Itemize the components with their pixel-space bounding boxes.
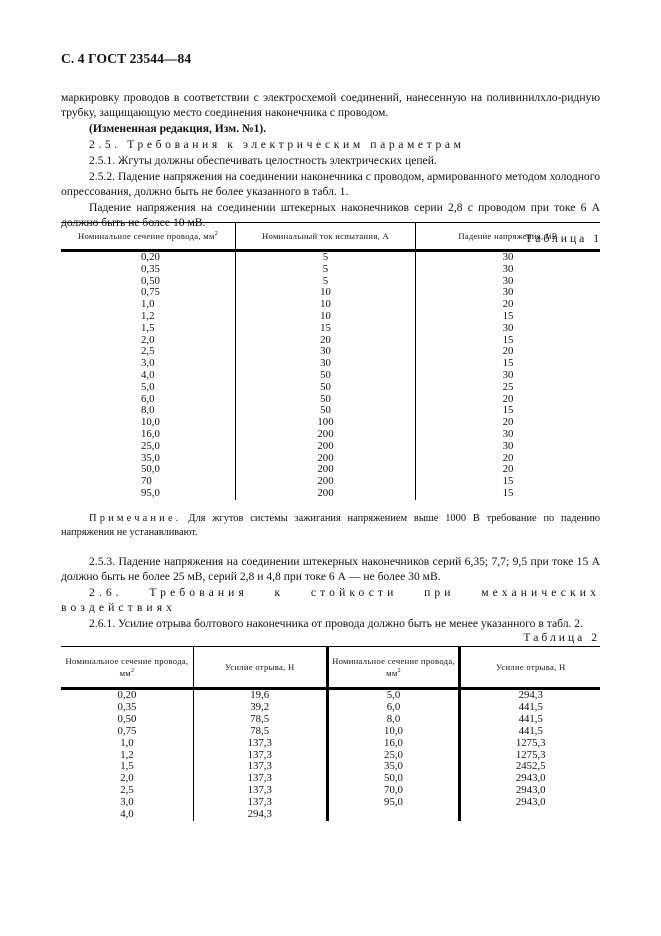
table1-row xyxy=(61,323,600,335)
pull-force-cell: 441,5 xyxy=(518,700,543,713)
cross-section-cell: 2,0 xyxy=(61,335,236,347)
cross-section-cell: 70 xyxy=(61,476,236,488)
voltage-drop-cell: 15 xyxy=(502,309,514,322)
table2-col-cross-section-2: Номинальное сечение провода, $мм^2$ xyxy=(327,647,460,689)
voltage-drop-cell: 20 xyxy=(502,345,514,358)
voltage-drop-cell: 30 xyxy=(502,439,514,452)
cross-section-cell: 0,50 xyxy=(61,276,236,288)
test-current-cell: 50 xyxy=(236,370,416,382)
voltage-drop-cell: 30 xyxy=(502,262,514,275)
table-1 xyxy=(61,222,600,500)
cross-section-cell: 3,0 xyxy=(61,358,236,370)
page-header: С. 4 ГОСТ 23544—84 xyxy=(61,51,192,66)
cross-section-cell: 6,0 xyxy=(327,702,460,714)
test-current-cell: 200 xyxy=(236,488,416,500)
voltage-drop-cell: 20 xyxy=(502,416,514,429)
table1-row xyxy=(61,251,600,264)
cross-section-cell: 0,75 xyxy=(61,287,236,299)
test-current-cell: 50 xyxy=(236,405,416,417)
pull-force-cell: 441,5 xyxy=(518,724,543,737)
clause-2-5-1: 2.5.1. Жгуты должны обеспечивать целостность электрических цепей. xyxy=(89,154,437,167)
cross-section-cell: 35,0 xyxy=(61,453,236,465)
pull-force-cell: 2943,0 xyxy=(515,784,546,797)
test-current-cell: 100 xyxy=(236,417,416,429)
pull-force-cell: 137,3 xyxy=(193,773,327,785)
cross-section-cell: 4,0 xyxy=(61,809,193,821)
cross-section-cell: 25,0 xyxy=(327,750,460,762)
cross-section-cell: 10,0 xyxy=(61,417,236,429)
voltage-drop-cell: 25 xyxy=(502,380,514,393)
pull-force-cell xyxy=(460,809,600,821)
cross-section-cell: 70,0 xyxy=(327,785,460,797)
table-2 xyxy=(61,646,600,821)
cross-section-cell: 0,75 xyxy=(61,726,193,738)
test-current-cell: 200 xyxy=(236,429,416,441)
test-current-cell: 20 xyxy=(236,335,416,347)
cross-section-cell: 16,0 xyxy=(327,738,460,750)
table1-row xyxy=(61,264,600,276)
cross-section-cell: 16,0 xyxy=(61,429,236,441)
pull-force-cell: 137,3 xyxy=(193,738,327,750)
pull-force-cell: 78,5 xyxy=(193,714,327,726)
voltage-drop-cell: 20 xyxy=(502,463,514,476)
table2-col-cross-section-1: Номинальное сечение провода, $мм^2$ xyxy=(61,647,193,689)
table2-row xyxy=(61,797,600,809)
pull-force-cell: 2943,0 xyxy=(515,772,546,785)
table2-row xyxy=(61,738,600,750)
voltage-drop-cell: 15 xyxy=(502,486,514,499)
voltage-drop-cell: 15 xyxy=(502,404,514,417)
voltage-drop-cell: 20 xyxy=(502,451,514,464)
pull-force-cell: 137,3 xyxy=(193,750,327,762)
voltage-drop-cell: 15 xyxy=(502,357,514,370)
test-current-cell: 15 xyxy=(236,323,416,335)
cross-section-cell: 2,0 xyxy=(61,773,193,785)
test-current-cell: 200 xyxy=(236,453,416,465)
test-current-cell: 200 xyxy=(236,476,416,488)
table1-col-test-current: Номинальный ток испытания, А xyxy=(236,223,416,251)
table1-header-row xyxy=(61,223,600,251)
clause-2-5-3: 2.5.3. Падение напряжения на соединении штекерных наконечников серий 6,35; 7,7; 9,5 при токе 15 А должно быть не более 25 мВ, серий 2,8 и 4,8 при токе 6 А — не более 30 мВ. xyxy=(61,555,600,583)
table2-col-pull-force-2: Усилие отрыва, Н xyxy=(460,647,600,689)
cross-section-cell: 1,2 xyxy=(61,311,236,323)
cross-section-cell: 3,0 xyxy=(61,797,193,809)
voltage-drop-cell: 30 xyxy=(502,427,514,440)
cross-section-cell: 0,20 xyxy=(61,689,193,702)
test-current-cell: 5 xyxy=(236,264,416,276)
table2-caption: Таблица 2 xyxy=(523,631,600,644)
paragraph-marking: маркировку проводов в соответствии с электросхемой соединений, нанесенную на поливинилхло-ридную трубку, защищающую место соединения наконечника с проводом. xyxy=(61,91,600,119)
pull-force-cell: 294,3 xyxy=(193,809,327,821)
voltage-drop-cell: 20 xyxy=(502,392,514,405)
test-current-cell: 30 xyxy=(236,346,416,358)
pull-force-cell: 1275,3 xyxy=(515,748,546,761)
cross-section-cell: 35,0 xyxy=(327,761,460,773)
cross-section-cell: 5,0 xyxy=(327,689,460,702)
section-heading-mechanical: 2.6. Требования к стойкости при механических воздействиях xyxy=(61,586,600,614)
cross-section-cell: 0,50 xyxy=(61,714,193,726)
table1-row xyxy=(61,382,600,394)
clause-2-6-1: 2.6.1. Усилие отрыва болтового наконечника от провода должно быть не менее указанного в табл. 2. xyxy=(89,617,583,630)
cross-section-cell: 1,5 xyxy=(61,323,236,335)
table1-row xyxy=(61,370,600,382)
test-current-cell: 10 xyxy=(236,311,416,323)
cross-section-cell: 50,0 xyxy=(61,464,236,476)
test-current-cell: 200 xyxy=(236,441,416,453)
test-current-cell: 10 xyxy=(236,299,416,311)
voltage-drop-cell: 15 xyxy=(502,333,514,346)
cross-section-cell xyxy=(327,809,460,821)
cross-section-cell: 4,0 xyxy=(61,370,236,382)
test-current-cell: 5 xyxy=(236,276,416,288)
table1-row xyxy=(61,429,600,441)
voltage-drop-cell: 20 xyxy=(502,298,514,311)
table1-row xyxy=(61,441,600,453)
pull-force-cell: 137,3 xyxy=(193,797,327,809)
cross-section-cell: 95,0 xyxy=(327,797,460,809)
section-heading-electrical: 2.5. Требования к электрическим параметрам xyxy=(89,138,465,151)
voltage-drop-cell: 30 xyxy=(502,251,514,263)
pull-force-cell: 1275,3 xyxy=(515,736,546,749)
voltage-drop-cell: 15 xyxy=(502,475,514,488)
table1-row xyxy=(61,488,600,500)
table2-row xyxy=(61,809,600,821)
cross-section-cell: 25,0 xyxy=(61,441,236,453)
table2-row xyxy=(61,714,600,726)
note: Примечание. Для жгутов системы зажигания напряжением выше 1000 В требование по падению напряжения не устанавливают. xyxy=(61,513,600,538)
amendment-note: (Измененная редакция, Изм. №1). xyxy=(89,122,267,135)
pull-force-cell: 2943,0 xyxy=(515,796,546,809)
cross-section-cell: 1,5 xyxy=(61,761,193,773)
test-current-cell: 30 xyxy=(236,358,416,370)
cross-section-cell: 1,0 xyxy=(61,738,193,750)
test-current-cell: 200 xyxy=(236,464,416,476)
table1-row xyxy=(61,311,600,323)
voltage-drop-cell: 30 xyxy=(502,368,514,381)
table1-col-voltage-drop: Падение напряжения, мВ xyxy=(416,223,601,251)
cross-section-cell: 10,0 xyxy=(327,726,460,738)
pull-force-cell: 137,3 xyxy=(193,761,327,773)
cross-section-cell: 5,0 xyxy=(61,382,236,394)
paragraph-voltage-drop-2-8: Падение напряжения на соединении штекерных наконечников серии 2,8 с проводом при токе 6 А должно быть не более 10 мВ. xyxy=(61,201,600,229)
test-current-cell: 5 xyxy=(236,251,416,264)
test-current-cell: 50 xyxy=(236,382,416,394)
clause-2-5-2: 2.5.2. Падение напряжения на соединении наконечника с проводом, армированного методом холодного опрессования, должно быть не более указанного в табл. 1. xyxy=(61,170,600,198)
pull-force-cell: 137,3 xyxy=(193,785,327,797)
voltage-drop-cell: 30 xyxy=(502,321,514,334)
pull-force-cell: 441,5 xyxy=(518,712,543,725)
pull-force-cell: 78,5 xyxy=(193,726,327,738)
table2-header-row xyxy=(61,647,600,689)
voltage-drop-cell: 30 xyxy=(502,286,514,299)
table1-caption: Таблица 1 xyxy=(525,232,602,245)
pull-force-cell: 19,6 xyxy=(193,689,327,702)
cross-section-cell: 6,0 xyxy=(61,394,236,406)
cross-section-cell: 2,5 xyxy=(61,785,193,797)
pull-force-cell: 294,3 xyxy=(518,689,543,701)
cross-section-cell: 8,0 xyxy=(61,405,236,417)
table2-row xyxy=(61,689,600,702)
cross-section-cell: 1,0 xyxy=(61,299,236,311)
cross-section-cell: 0,35 xyxy=(61,702,193,714)
cross-section-cell: 0,35 xyxy=(61,264,236,276)
cross-section-cell: 2,5 xyxy=(61,346,236,358)
table2-row xyxy=(61,726,600,738)
test-current-cell: 50 xyxy=(236,394,416,406)
pull-force-cell: 2452,5 xyxy=(515,760,546,773)
cross-section-cell: 8,0 xyxy=(327,714,460,726)
table1-col-cross-section: Номинальное сечение провода, $мм^2$ xyxy=(61,223,236,251)
cross-section-cell: 1,2 xyxy=(61,750,193,762)
voltage-drop-cell: 30 xyxy=(502,274,514,287)
test-current-cell: 10 xyxy=(236,287,416,299)
cross-section-cell: 0,20 xyxy=(61,251,236,264)
cross-section-cell: 50,0 xyxy=(327,773,460,785)
pull-force-cell: 39,2 xyxy=(193,702,327,714)
cross-section-cell: 95,0 xyxy=(61,488,236,500)
table2-col-pull-force-1: Усилие отрыва, Н xyxy=(193,647,327,689)
